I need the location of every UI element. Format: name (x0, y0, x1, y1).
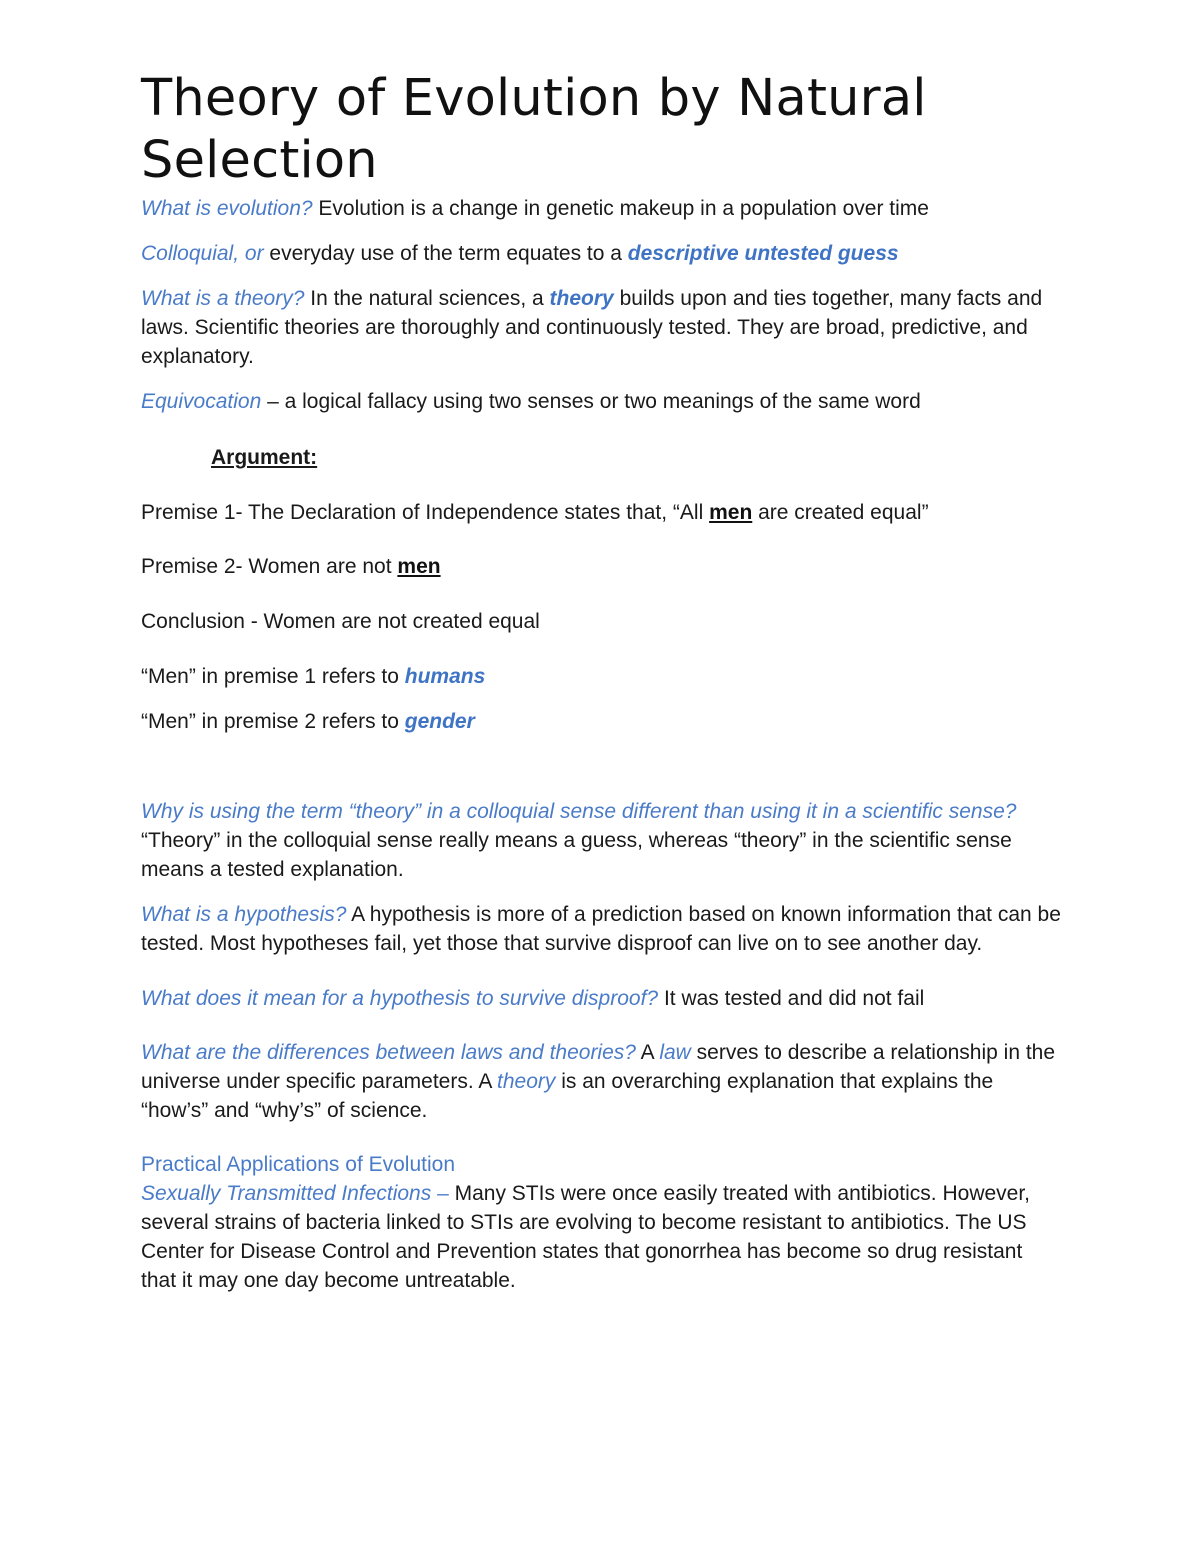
disproof-paragraph (141, 984, 1061, 1013)
premise-2-keyword: men (397, 555, 441, 578)
laws-theories-answer-2: serves to describe a relationship in the universe under specific parameters. A (141, 1041, 1056, 1093)
hypothesis-answer: A hypothesis is more of a prediction based on known information that can be tested. Most hypotheses fail, yet those that survive disproof can live on to see another day. (141, 903, 1061, 955)
conclusion: Conclusion - Women are not created equal (141, 610, 540, 633)
colloquial-vs-scientific-paragraph (141, 797, 1061, 884)
disproof-question: What does it mean for a hypothesis to survive disproof? (141, 987, 659, 1010)
men-premise-2-text: “Men” in premise 2 refers to (141, 710, 405, 733)
premise-1-text-b: are created equal” (752, 501, 929, 524)
theory-answer-2: builds upon and ties together, many facts and laws. Scientific theories are thoroughly and continuously tested. They are broad, predictive, and explanatory. (141, 287, 1043, 368)
disproof-answer: It was tested and did not fail (658, 987, 925, 1010)
colloquial-paragraph (141, 239, 1061, 268)
sti-text: Many STIs were once easily treated with antibiotics. However, several strains of bacteria linked to STIs are evolving to become resistant to antibiotics. The US Center for Disease Control and Prevention states that gonorrhea has become so drug resistant that it may one day become untreatable. (141, 1182, 1031, 1292)
premise-2 (141, 552, 1061, 581)
theory-paragraph (141, 284, 1061, 371)
theory-question: What is a theory? (141, 287, 305, 310)
hypothesis-paragraph (141, 900, 1061, 958)
page-title: Theory of Evolution by Natural Selection (141, 69, 927, 190)
evolution-answer: Evolution is a change in genetic makeup in a population over time (312, 197, 929, 220)
premise-2-text: Premise 2- Women are not (141, 555, 398, 578)
laws-theories-question: What are the differences between laws and theories? (141, 1041, 636, 1064)
evolution-question: What is evolution? (141, 197, 313, 220)
equivocation-term: Equivocation (141, 390, 262, 413)
men-premise-2-keyword: gender (404, 710, 475, 733)
laws-theories-answer-1: A (635, 1041, 660, 1064)
men-premise-1 (141, 662, 1061, 691)
practical-heading: Practical Applications of Evolution (141, 1153, 456, 1176)
laws-theories-paragraph (141, 1038, 1061, 1125)
colloquial-vs-scientific-question: Why is using the term “theory” in a colloquial sense different than using it in a scientific sense? (141, 800, 1017, 823)
law-term: law (659, 1041, 691, 1064)
men-premise-1-text: “Men” in premise 1 refers to (141, 665, 405, 688)
theory-answer-1: In the natural sciences, a (304, 287, 550, 310)
document-page (141, 68, 1061, 1295)
men-premise-1-keyword: humans (404, 665, 486, 688)
equivocation-paragraph (141, 387, 1061, 416)
colloquial-vs-scientific-answer: “Theory” in the colloquial sense really means a guess, whereas “theory” in the scientific sense means a tested explanation. (141, 829, 1012, 881)
theory-keyword: theory (549, 287, 614, 310)
theory-term: theory (497, 1070, 556, 1093)
evolution-paragraph (141, 194, 1061, 223)
colloquial-keyword: descriptive untested guess (627, 242, 899, 265)
premise-1 (141, 498, 1061, 527)
premise-1-text-a: Premise 1- The Declaration of Independence states that, “All (141, 501, 710, 524)
men-premise-2 (141, 707, 1061, 736)
hypothesis-question: What is a hypothesis? (141, 903, 347, 926)
laws-theories-answer-3: is an overarching explanation that explains the “how’s” and “why’s” of science. (141, 1070, 994, 1122)
sti-paragraph (141, 1179, 1061, 1295)
equivocation-definition: – a logical fallacy using two senses or two meanings of the same word (261, 390, 921, 413)
premise-1-keyword: men (709, 501, 753, 524)
colloquial-label: Colloquial, or (141, 242, 264, 265)
sti-label: Sexually Transmitted Infections – (141, 1182, 449, 1205)
colloquial-text: everyday use of the term equates to a (263, 242, 628, 265)
argument-heading: Argument: (211, 446, 318, 469)
